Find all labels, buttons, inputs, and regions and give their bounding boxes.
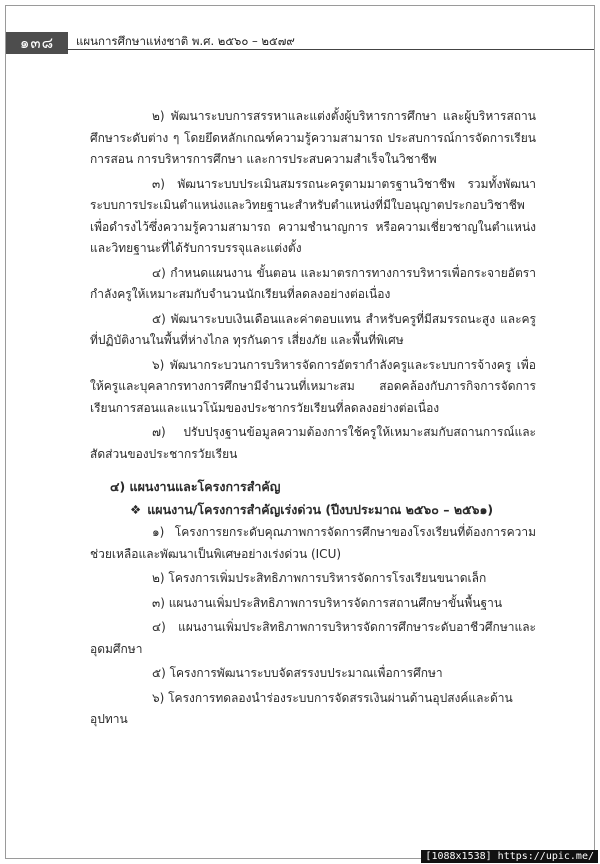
page-body <box>90 106 536 734</box>
project-item-2: ๒) โครงการเพิ่มประสิทธิภาพการบริหารจัดการโรงเรียนขนาดเล็ก <box>152 571 487 585</box>
section-heading: ๔) แผนงานและโครงการสำคัญ <box>110 479 281 494</box>
document-page <box>5 5 595 859</box>
page-header <box>6 32 594 50</box>
project-item-4: ๔) แผนงานเพิ่มประสิทธิภาพการบริหารจัดการศึกษาระดับอาชีวศึกษาและอุดมศึกษา <box>90 620 536 656</box>
paragraph-item-5: ๕) พัฒนาระบบเงินเดือนและค่าตอบแทน สำหรับครูที่มีสมรรถนะสูง และครูที่ปฏิบัติงานในพื้นที่ห่างไกล ทุรกันดาร เสี่ยงภัย และพื้นที่พิเศษ <box>90 311 536 347</box>
paragraph-item-3: ๓) พัฒนาระบบประเมินสมรรถนะครูตามมาตรฐานวิชาชีพ รวมทั้งพัฒนาระบบการประเมินตำแหน่งและวิทยฐานะสำหรับตำแหน่งที่มีใบอนุญาตประกอบวิชาชีพ เพื่อดำรงไว้ซึ่งความรู้ความสามารถ ความชำนาญการ หรือความเชี่ยวชาญในตำแหน่งและวิทยฐานะที่ได้รับการบรรจุและแต่งตั้ง <box>90 176 536 255</box>
paragraph-item-6: ๖) พัฒนากระบวนการบริหารจัดการอัตรากำลังครูและระบบการจ้างครู เพื่อให้ครูและบุคลากรทางการศึกษามีจำนวนที่เหมาะสม สอดคล้องกับภารกิจการจัดการเรียนการสอนและแนวโน้มของประชากรวัยเรียนที่ลดลงอย่างต่อเนื่อง <box>90 357 536 415</box>
paragraph-item-4: ๔) กำหนดแผนงาน ขั้นตอน และมาตรการทางการบริหารเพื่อกระจายอัตรากำลังครูให้เหมาะสมกับจำนวนนักเรียนที่ลดลงอย่างต่อเนื่อง <box>90 265 536 301</box>
project-item-1: ๑) โครงการยกระดับคุณภาพการจัดการศึกษาของโรงเรียนที่ต้องการความช่วยเหลือและพัฒนาเป็นพิเศษอย่างเร่งด่วน (ICU) <box>90 525 536 561</box>
header-rule <box>66 49 594 50</box>
project-item-3: ๓) แผนงานเพิ่มประสิทธิภาพการบริหารจัดการสถานศึกษาขั้นพื้นฐาน <box>152 595 503 610</box>
sub-heading-text: แผนงาน/โครงการสำคัญเร่งด่วน (ปีงบประมาณ ๒๕๖๐ – ๒๕๖๑) <box>147 502 494 517</box>
paragraph-item-2: ๒) พัฒนาระบบการสรรหาและแต่งตั้งผู้บริหารการศึกษา และผู้บริหารสถานศึกษาระดับต่าง ๆ โดยยึดหลักเกณฑ์ความรู้ความสามารถ ประสบการณ์การจัดการเรียนการสอน การบริหารการศึกษา และการประสบความสำเร็จในวิชาชีพ <box>90 109 536 166</box>
image-host-watermark: [1088x1538] https://upic.me/ <box>421 850 598 863</box>
running-head: แผนการศึกษาแห่งชาติ พ.ศ. ๒๕๖๐ – ๒๕๗๙ <box>76 34 295 48</box>
paragraph-item-7: ๗) ปรับปรุงฐานข้อมูลความต้องการใช้ครูให้เหมาะสมกับสถานการณ์และสัดส่วนของประชากรวัยเรียน <box>90 425 536 461</box>
page-number: ๑๓๘ <box>6 32 68 54</box>
project-item-6: ๖) โครงการทดลองนำร่องระบบการจัดสรรเงินผ่านด้านอุปสงค์และด้านอุปทาน <box>90 690 513 726</box>
project-item-5: ๕) โครงการพัฒนาระบบจัดสรรงบประมาณเพื่อการศึกษา <box>152 666 443 680</box>
sub-heading <box>130 500 536 520</box>
diamond-bullet-icon: ❖ <box>130 502 142 517</box>
